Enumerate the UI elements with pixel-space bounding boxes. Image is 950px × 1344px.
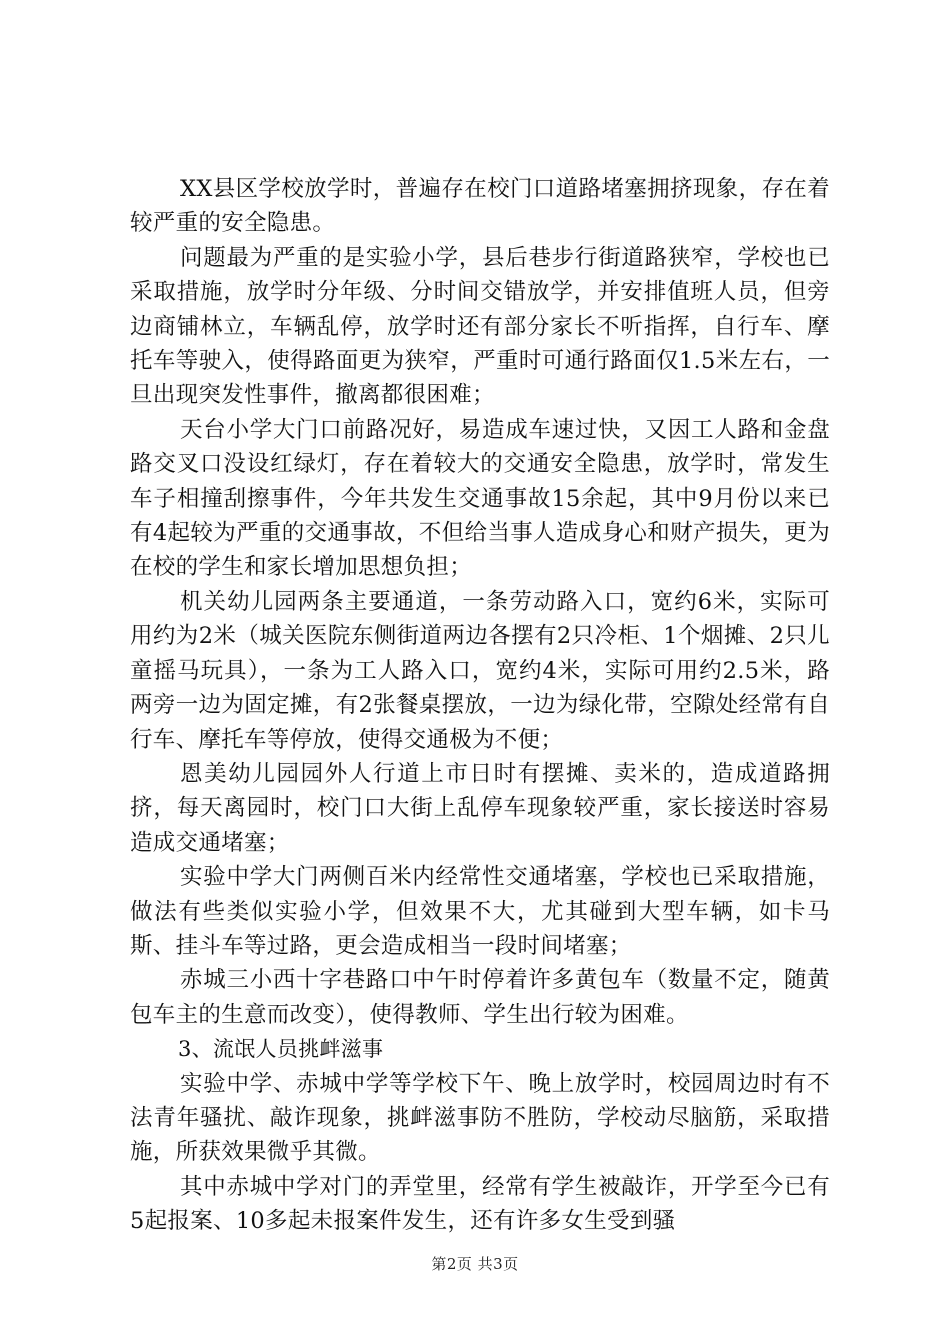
paragraph-chicheng-middle: 其中赤城中学对门的弄堂里，经常有学生被敲诈，开学至今已有5起报案、10多起未报案件发生，还有许多女生受到骚 [130,1173,830,1235]
paragraph-jiguan-kindergarten: 机关幼儿园两条主要通道，一条劳动路入口，宽约6米，实际可用约为2米（城关医院东侧街道两边各摆有2只冷柜、1个烟摊、2只儿童摇马玩具），一条为工人路入口，宽约4米，实际可用约2.5米，路两旁一边为固定摊，有2张餐桌摆放，一边为绿化带，空隙处经常有自行车、摩托车等停放，使得交通极为不便； [130,588,830,753]
paragraph-intro: XX县区学校放学时，普遍存在校门口道路堵塞拥挤现象，存在着较严重的安全隐患。 [130,176,830,237]
paragraph-shiyan-primary: 问题最为严重的是实验小学，县后巷步行街道路狭窄，学校也已采取措施，放学时分年级、分时间交错放学，并安排值班人员，但旁边商铺林立，车辆乱停，放学时还有部分家长不听指挥，自行车、摩托车等驶入，使得路面更为狭窄，严重时可通行路面仅1.5米左右，一旦出现突发性事件，撤离都很困难； [130,244,830,409]
paragraph-harassment: 实验中学、赤城中学等学校下午、晚上放学时，校园周边时有不法青年骚扰、敲诈现象，挑衅滋事防不胜防，学校动尽脑筋，采取措施，所获效果微乎其微。 [130,1070,830,1166]
section-heading: 3、流氓人员挑衅滋事 [178,1037,384,1062]
paragraph-enmei-kindergarten: 恩美幼儿园园外人行道上市日时有摆摊、卖米的，造成道路拥挤，每天离园时，校门口大街上乱停车现象较严重，家长接送时容易造成交通堵塞； [130,760,830,856]
page-number-footer: 第2页 共3页 [431,1255,519,1273]
document-body [130,172,830,1239]
paragraph-tiantai-primary: 天台小学大门口前路况好，易造成车速过快，又因工人路和金盘路交叉口没设红绿灯，存在着较大的交通安全隐患，放学时，常发生车子相撞刮擦事件，今年共发生交通事故15余起，其中9月份以来已有4起较为严重的交通事故，不但给当事人造成身心和财产损失，更为在校的学生和家长增加思想负担； [130,416,830,581]
paragraph-chicheng-third: 赤城三小西十字巷路口中午时停着许多黄包车（数量不定，随黄包车主的生意而改变），使得教师、学生出行较为困难。 [130,967,830,1028]
paragraph-shiyan-middle: 实验中学大门两侧百米内经常性交通堵塞，学校也已采取措施，做法有些类似实验小学，但效果不大，尤其碰到大型车辆，如卡马斯、挂斗车等过路，更会造成相当一段时间堵塞； [130,864,830,959]
